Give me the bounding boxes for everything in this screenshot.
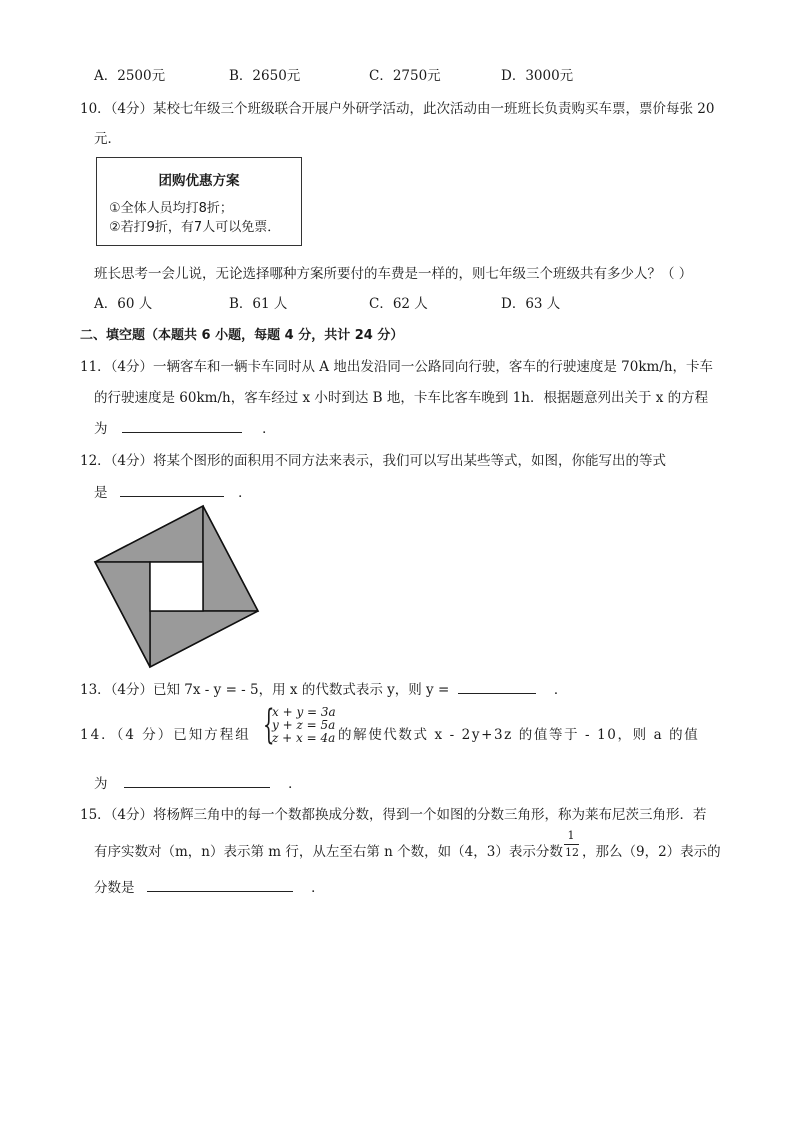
system-brace: { — [263, 702, 275, 748]
fraction-denominator: 12 — [565, 846, 579, 859]
q14-suffix: ． — [288, 776, 302, 792]
q12-text-line2 — [94, 481, 252, 501]
q15-answer-blank[interactable] — [147, 877, 293, 892]
q14-prefix: 14．（4 分）已知方程组 — [80, 727, 251, 743]
q14-line2-prefix: 为 — [94, 776, 108, 792]
q11-suffix: ． — [262, 421, 276, 437]
q14-text-rest: 的解使代数式 x - 2y+3z 的值等于 - 10，则 a 的值 — [338, 727, 700, 743]
q15-suffix: ． — [311, 880, 325, 896]
q14-text-line2 — [94, 772, 302, 792]
promo-box — [96, 157, 302, 246]
center-square — [150, 562, 203, 611]
equation-1: x + y = 3a — [272, 705, 336, 719]
promo-title: 团购优惠方案 — [158, 173, 240, 189]
q15-prefix: 分数是 — [94, 880, 135, 896]
q11-prefix: 为 — [94, 421, 108, 437]
q15-text-line1: 15．（4分）将杨辉三角中的每一个数都换成分数，得到一个如图的分数三角形，称为莱布尼茨三角形．若 — [80, 807, 707, 823]
pinwheel-square-figure — [90, 500, 265, 672]
fraction-numerator: 1 — [567, 829, 575, 842]
equation-system — [272, 706, 336, 745]
q13-stem: 13．（4分）已知 7x - y = - 5，用 x 的代数式表示 y，则 y = — [80, 682, 450, 698]
q10-option-c: C．62 人 — [369, 296, 428, 312]
q11-text-line3 — [94, 417, 276, 437]
q12-answer-blank[interactable] — [120, 482, 224, 497]
q12-prefix: 是 — [94, 485, 108, 501]
q14-answer-blank[interactable] — [124, 773, 270, 788]
q12-suffix: ． — [238, 485, 252, 501]
q10-text-line2: 元． — [94, 131, 121, 147]
q11-text-line2: 的行驶速度是 60km/h，客车经过 x 小时到达 B 地，卡车比客车晚到 1h．根据题意列出关于 x 的方程 — [94, 390, 709, 406]
q10-text-line3: 班长思考一会儿说，无论选择哪种方案所要付的车费是一样的，则七年级三个班级共有多少人？（ ） — [94, 266, 693, 282]
equation-2: y + z = 5a — [272, 718, 336, 732]
q9-option-c: C．2750元 — [369, 68, 441, 84]
q10-option-d: D．63 人 — [501, 296, 561, 312]
equation-3: z + x = 4a — [272, 731, 336, 745]
q13-text — [80, 678, 567, 698]
q13-suffix: ． — [553, 682, 568, 698]
section-heading: 二、填空题（本题共 6 小题，每题 4 分，共计 24 分） — [80, 328, 404, 343]
q9-option-d: D．3000元 — [501, 68, 574, 84]
q9-option-a: A．2500元 — [94, 68, 166, 84]
promo-item-2: ②若打9折，有7人可以免票． — [109, 220, 281, 235]
q10-option-b: B．61 人 — [229, 296, 288, 312]
fraction-bar — [564, 844, 579, 845]
promo-item-1: ①全体人员均打8折； — [109, 201, 233, 216]
q9-option-b: B．2650元 — [229, 68, 301, 84]
q10-option-a: A．60 人 — [94, 296, 153, 312]
q10-text-line1: 10．（4分）某校七年级三个班级联合开展户外研学活动，此次活动由一班班长负责购买车票，票价每张 20 — [80, 101, 715, 117]
q15-text-line3 — [94, 876, 325, 896]
q11-text-line1: 11．（4分）一辆客车和一辆卡车同时从 A 地出发沿同一公路同向行驶，客车的行驶速度是 70km/h，卡车 — [80, 359, 714, 375]
q12-text-line1: 12．（4分）将某个图形的面积用不同方法来表示，我们可以写出某些等式，如图，你能写出的等式 — [80, 453, 667, 469]
q15-text-line2a: 有序实数对（m，n）表示第 m 行，从左至右第 n 个数，如（4，3）表示分数 — [94, 844, 563, 860]
q13-answer-blank[interactable] — [458, 679, 536, 694]
q15-text-line2b: ，那么（9，2）表示的 — [582, 844, 721, 860]
q11-answer-blank[interactable] — [122, 418, 242, 433]
